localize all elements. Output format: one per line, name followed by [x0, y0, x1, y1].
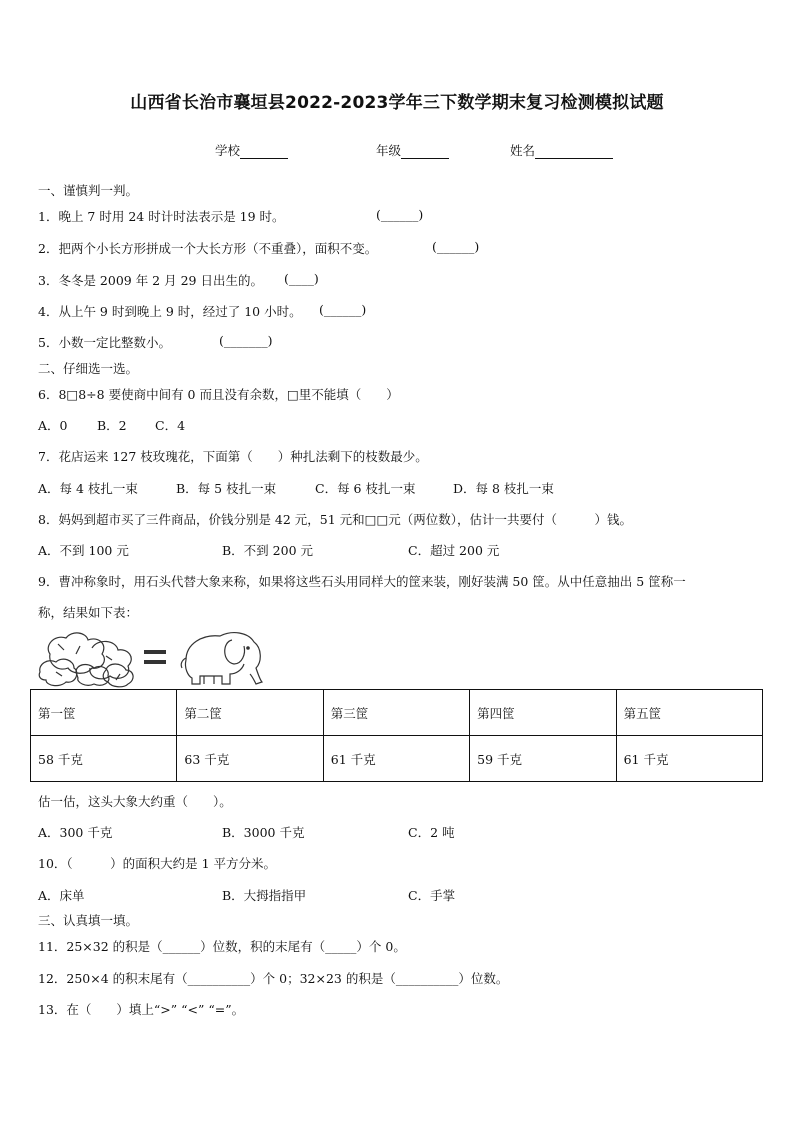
question-9-line-2: 称，结果如下表： [38, 605, 139, 620]
grade-blank [401, 144, 449, 159]
table-cell: 63 千克 [177, 736, 323, 782]
question-7: 7．花店运来 127 枝玫瑰花，下面第（ ）种扎法剩下的枝数最少。 [38, 449, 428, 464]
question-10-option-c: C．手掌 [408, 888, 456, 903]
question-8-option-b: B．不到 200 元 [222, 543, 313, 558]
question-9-prompt: 估一估，这头大象大约重（ ）。 [38, 794, 232, 809]
question-9-option-c: C．2 吨 [408, 825, 455, 840]
question-7-option-c: C．每 6 枝扎一束 [315, 481, 416, 496]
question-8-option-a: A．不到 100 元 [38, 543, 129, 558]
question-5: 5．小数一定比整数小。 [38, 335, 171, 350]
table-cell: 61 千克 [323, 736, 469, 782]
name-blank [535, 144, 613, 159]
equals-sign-icon [144, 650, 166, 664]
question-8: 8．妈妈到超市买了三件商品，价钱分别是 42 元，51 元和□□元（两位数），估计一共要付（ ）钱。 [38, 512, 633, 527]
table-cell: 58 千克 [31, 736, 177, 782]
question-4-answer: (______) [319, 302, 367, 317]
question-1-answer: (______) [376, 207, 424, 222]
question-3: 3．冬冬是 2009 年 2 月 29 日出生的。 [38, 273, 263, 288]
name-label: 姓名 [510, 143, 536, 158]
question-9-option-b: B．3000 千克 [222, 825, 305, 840]
question-1: 1．晚上 7 时用 24 时计时法表示是 19 时。 [38, 209, 285, 224]
page-title: 山西省长治市襄垣县2022-2023学年三下数学期末复习检测模拟试题 [130, 93, 664, 113]
section-2-heading: 二、仔细选一选。 [38, 361, 139, 376]
name-field [510, 141, 613, 159]
table-header-cell: 第四筐 [470, 690, 616, 736]
question-7-option-b: B．每 5 枝扎一束 [176, 481, 277, 496]
table-cell: 59 千克 [470, 736, 616, 782]
stones-pile-icon [39, 633, 133, 687]
question-7-option-d: D．每 8 枝扎一束 [453, 481, 554, 496]
basket-weights-table [30, 689, 763, 782]
question-2: 2．把两个小长方形拼成一个大长方形（不重叠），面积不变。 [38, 241, 378, 256]
table-header-cell: 第五筐 [616, 690, 762, 736]
stones-equal-elephant-illustration [36, 624, 266, 688]
question-4: 4．从上午 9 时到晚上 9 时，经过了 10 小时。 [38, 304, 302, 319]
grade-label: 年级 [376, 143, 402, 158]
question-11: 11．25×32 的积是（______）位数，积的末尾有（_____）个 0。 [38, 939, 406, 954]
question-6: 6．8□8÷8 要使商中间有 0 而且没有余数，□里不能填（ ） [38, 387, 399, 402]
table-row [31, 690, 763, 736]
question-10: 10．（ ）的面积大约是 1 平方分米。 [38, 856, 277, 871]
student-info-row [0, 141, 794, 161]
question-8-option-c: C．超过 200 元 [408, 543, 500, 558]
question-9-line-1: 9．曹冲称象时，用石头代替大象来称，如果将这些石头用同样大的筐来装，刚好装满 50 筐。从中任意抽出 5 筐称一 [38, 574, 686, 589]
table-row [31, 736, 763, 782]
section-3-heading: 三、认真填一填。 [38, 913, 139, 928]
question-10-option-a: A．床单 [38, 888, 85, 903]
question-6-option-c: C．4 [155, 418, 186, 433]
question-2-answer: (______) [432, 239, 480, 254]
school-label: 学校 [215, 143, 241, 158]
question-6-option-a: A．0 [38, 418, 68, 433]
table-header-cell: 第三筐 [323, 690, 469, 736]
school-blank [240, 144, 288, 159]
question-6-option-b: B．2 [97, 418, 127, 433]
question-13: 13．在（ ）填上“>” “<” “=”。 [38, 1002, 245, 1017]
section-1-heading: 一、谨慎判一判。 [38, 183, 139, 198]
table-header-cell: 第一筐 [31, 690, 177, 736]
question-7-option-a: A．每 4 枝扎一束 [38, 481, 138, 496]
question-9-option-a: A．300 千克 [38, 825, 113, 840]
elephant-icon [181, 633, 262, 684]
school-field [215, 141, 288, 159]
question-10-option-b: B．大拇指指甲 [222, 888, 307, 903]
question-5-answer: (_______) [219, 333, 273, 348]
grade-field [376, 141, 449, 159]
question-3-answer: (____) [284, 271, 319, 286]
table-cell: 61 千克 [616, 736, 762, 782]
question-12: 12．250×4 的积末尾有（__________）个 0；32×23 的积是（__________）位数。 [38, 971, 509, 986]
table-header-cell: 第二筐 [177, 690, 323, 736]
